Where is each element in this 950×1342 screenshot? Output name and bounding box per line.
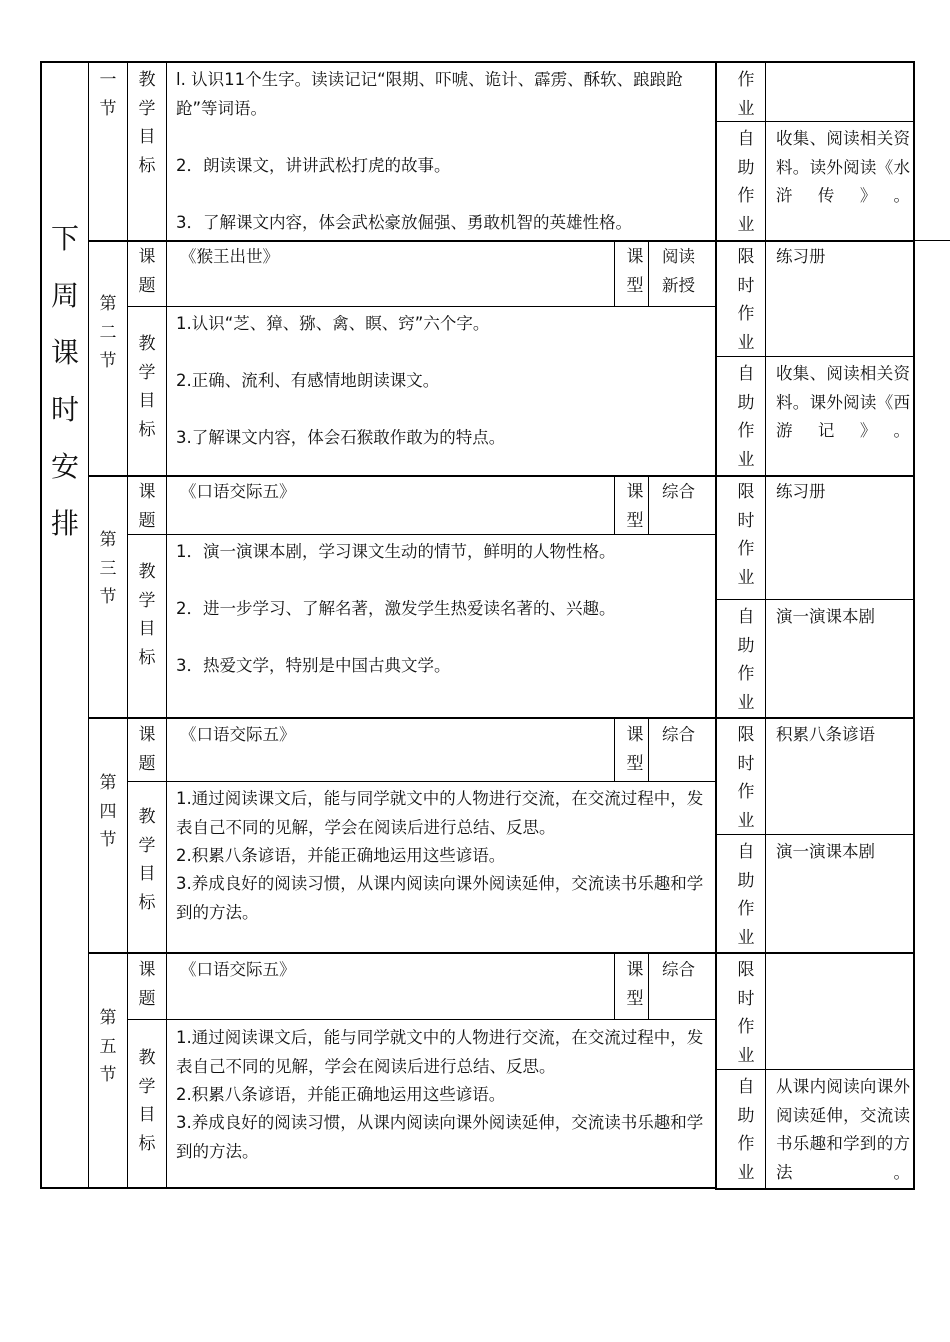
- goal-3: 3．了解课文内容，体会武松豪放倔强、勇敢机智的英雄性格。: [176, 213, 632, 232]
- self-help-homework-label: 自助作业: [737, 842, 755, 948]
- goal-2: 2.正确、流利、有感情地朗读课文。: [176, 371, 440, 390]
- goal-1: l. 认识11个生字。读读记记“限期、吓唬、诡计、霹雳、酥软、踉踉跄跄”等词语。: [176, 70, 683, 118]
- self-help-homework-content: 演一演课本剧: [776, 607, 875, 626]
- homework-label: 作业: [737, 70, 755, 119]
- type-value: 综合: [662, 960, 695, 979]
- self-help-homework-label: 自助作业: [737, 607, 755, 713]
- timed-homework-label: 限时作业: [737, 960, 755, 1066]
- goal-3: 3.养成良好的阅读习惯，从课内阅读向课外阅读延伸，交流读书乐趣和学到的方法。: [176, 1113, 704, 1161]
- goals-label: 教学目标: [138, 1048, 156, 1154]
- topic-label: 课题: [138, 247, 156, 296]
- self-help-homework-label: 自助作业: [737, 1077, 755, 1183]
- goal-2: 2.积累八条谚语，并能正确地运用这些谚语。: [176, 1085, 506, 1104]
- goal-3: 3.了解课文内容，体会石猴敢作敢为的特点。: [176, 428, 506, 447]
- goal-1: 1．演一演课本剧，学习课文生动的情节，鲜明的人物性格。: [176, 542, 616, 561]
- type-value: 综合: [662, 725, 695, 744]
- topic-value: 《猴王出世》: [180, 247, 279, 266]
- goal-3: 3．热爱文学，特别是中国古典文学。: [176, 656, 451, 675]
- side-title: 下周课时安排: [50, 222, 79, 540]
- type-label: 课型: [626, 482, 644, 531]
- section-label: 第五节: [99, 1008, 117, 1085]
- goal-2: 2．朗读课文，讲讲武松打虎的故事。: [176, 156, 451, 175]
- topic-label: 课题: [138, 482, 156, 531]
- timed-homework-content: 练习册: [776, 482, 826, 501]
- goal-1: 1.通过阅读课文后，能与同学就文中的人物进行交流，在交流过程中，发表自己不同的见解，学会在阅读后进行总结、反思。: [176, 1028, 704, 1076]
- section-label: 第四节: [99, 773, 117, 850]
- self-help-homework-content: 从课内阅读向课外阅读延伸，交流读书乐趣和学到的方法。: [776, 1077, 910, 1182]
- timed-homework-label: 限时作业: [737, 482, 755, 588]
- goal-2: 2.积累八条谚语，并能正确地运用这些谚语。: [176, 846, 506, 865]
- type-value: 综合: [662, 482, 695, 501]
- timed-homework-content: 练习册: [776, 247, 826, 266]
- goals-label: 教学目标: [138, 562, 156, 668]
- self-help-homework-label: 自助作业: [737, 364, 755, 470]
- section-label: 第三节: [99, 530, 117, 607]
- goals-label: 教学目标: [138, 807, 156, 913]
- goal-3: 3.养成良好的阅读习惯，从课内阅读向课外阅读延伸，交流读书乐趣和学到的方法。: [176, 874, 704, 922]
- timed-homework-label: 限时作业: [737, 247, 755, 353]
- self-help-homework-content: 收集、阅读相关资料。课外阅读《西游记》。: [776, 364, 910, 440]
- type-label: 课型: [626, 725, 644, 774]
- type-label: 课型: [626, 960, 644, 1009]
- type-value: 阅读新授: [662, 247, 695, 295]
- self-help-homework-content: 收集、阅读相关资料。读外阅读《水浒传》。: [776, 129, 910, 205]
- self-help-homework-content: 演一演课本剧: [776, 842, 875, 861]
- topic-value: 《口语交际五》: [180, 960, 296, 979]
- goal-2: 2．进一步学习、了解名著，激发学生热爱读名著的、兴趣。: [176, 599, 616, 618]
- topic-label: 课题: [138, 725, 156, 774]
- section-label: 第二节: [99, 294, 117, 371]
- goal-1: 1.认识“芝、獐、猕、禽、瞑、窍”六个字。: [176, 314, 490, 333]
- goals-label: 教学目标: [138, 70, 156, 176]
- type-label: 课型: [626, 247, 644, 296]
- section-label: 一节: [99, 70, 117, 119]
- timed-homework-label: 限时作业: [737, 725, 755, 831]
- topic-value: 《口语交际五》: [180, 725, 296, 744]
- self-help-homework-label: 自助作业: [737, 129, 755, 235]
- topic-label: 课题: [138, 960, 156, 1009]
- goals-label: 教学目标: [138, 334, 156, 440]
- timed-homework-content: 积累八条谚语: [776, 725, 875, 744]
- goal-1: 1.通过阅读课文后，能与同学就文中的人物进行交流，在交流过程中，发表自己不同的见解，学会在阅读后进行总结、反思。: [176, 789, 704, 837]
- topic-value: 《口语交际五》: [180, 482, 296, 501]
